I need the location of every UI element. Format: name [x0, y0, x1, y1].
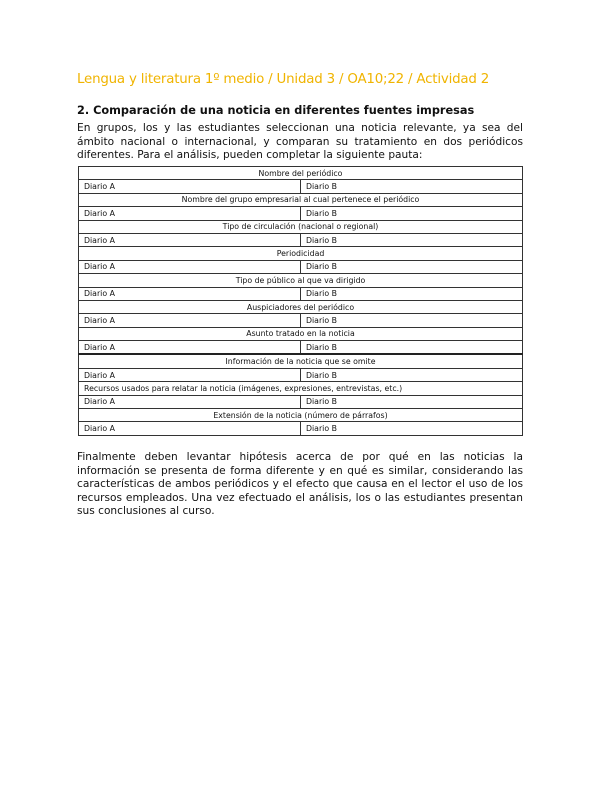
diario-b-cell: Diario B	[301, 395, 523, 408]
page-header-breadcrumb: Lengua y literatura 1º medio / Unidad 3 / OA10;22 / Actividad 2	[77, 72, 490, 87]
table-header-row	[79, 167, 523, 180]
analysis-table	[78, 166, 523, 436]
table-row	[79, 341, 523, 355]
diario-a-cell: Diario A	[79, 341, 301, 355]
table-header-row	[79, 354, 523, 368]
table-header-row	[79, 220, 523, 233]
diario-b-cell: Diario B	[301, 260, 523, 273]
section-title: 2. Comparación de una noticia en diferentes fuentes impresas	[77, 104, 475, 117]
diario-a-cell: Diario A	[79, 314, 301, 327]
closing-paragraph: Finalmente deben levantar hipótesis acerca de por qué en las noticias la información se presenta de forma diferente y en qué es similar, considerando las características de ambos periódicos y el efecto que causa en el lector el uso de los recursos empleados. Una vez efectuado el análisis, los o las estudiantes presentan sus conclusiones al curso.	[77, 451, 523, 517]
row-header: Tipo de público al que va dirigido	[79, 274, 523, 287]
table-row	[79, 260, 523, 273]
diario-b-cell: Diario B	[301, 180, 523, 193]
row-header: Extensión de la noticia (número de párrafos)	[79, 409, 523, 422]
diario-a-cell: Diario A	[79, 260, 301, 273]
table-header-row	[79, 327, 523, 340]
diario-b-cell: Diario B	[301, 368, 523, 381]
row-header: Información de la noticia que se omite	[79, 354, 523, 368]
row-header: Recursos usados para relatar la noticia (imágenes, expresiones, entrevistas, etc.)	[79, 382, 523, 395]
table-header-row	[79, 247, 523, 260]
table-row	[79, 368, 523, 381]
diario-a-cell: Diario A	[79, 368, 301, 381]
table-header-row	[79, 274, 523, 287]
table-row	[79, 207, 523, 220]
diario-b-cell: Diario B	[301, 207, 523, 220]
row-header: Nombre del periódico	[79, 167, 523, 180]
row-header: Tipo de circulación (nacional o regional)	[79, 220, 523, 233]
diario-b-cell: Diario B	[301, 422, 523, 435]
row-header: Auspiciadores del periódico	[79, 300, 523, 313]
intro-paragraph: En grupos, los y las estudiantes seleccionan una noticia relevante, ya sea del ámbito nacional o internacional, y comparan su tratamiento en dos periódicos diferentes. Para el análisis, pueden completar la siguiente pauta:	[77, 122, 523, 161]
table-header-row	[79, 409, 523, 422]
row-header: Periodicidad	[79, 247, 523, 260]
diario-a-cell: Diario A	[79, 422, 301, 435]
row-header: Nombre del grupo empresarial al cual pertenece el periódico	[79, 193, 523, 206]
diario-a-cell: Diario A	[79, 233, 301, 246]
diario-b-cell: Diario B	[301, 341, 523, 355]
diario-b-cell: Diario B	[301, 233, 523, 246]
table-header-row	[79, 193, 523, 206]
row-header: Asunto tratado en la noticia	[79, 327, 523, 340]
table-row	[79, 422, 523, 435]
diario-b-cell: Diario B	[301, 287, 523, 300]
table-row	[79, 180, 523, 193]
table-row	[79, 395, 523, 408]
table-row	[79, 233, 523, 246]
diario-a-cell: Diario A	[79, 207, 301, 220]
table-header-row	[79, 382, 523, 395]
diario-a-cell: Diario A	[79, 395, 301, 408]
diario-a-cell: Diario A	[79, 180, 301, 193]
table-row	[79, 287, 523, 300]
table-header-row	[79, 300, 523, 313]
diario-a-cell: Diario A	[79, 287, 301, 300]
table-row	[79, 314, 523, 327]
diario-b-cell: Diario B	[301, 314, 523, 327]
